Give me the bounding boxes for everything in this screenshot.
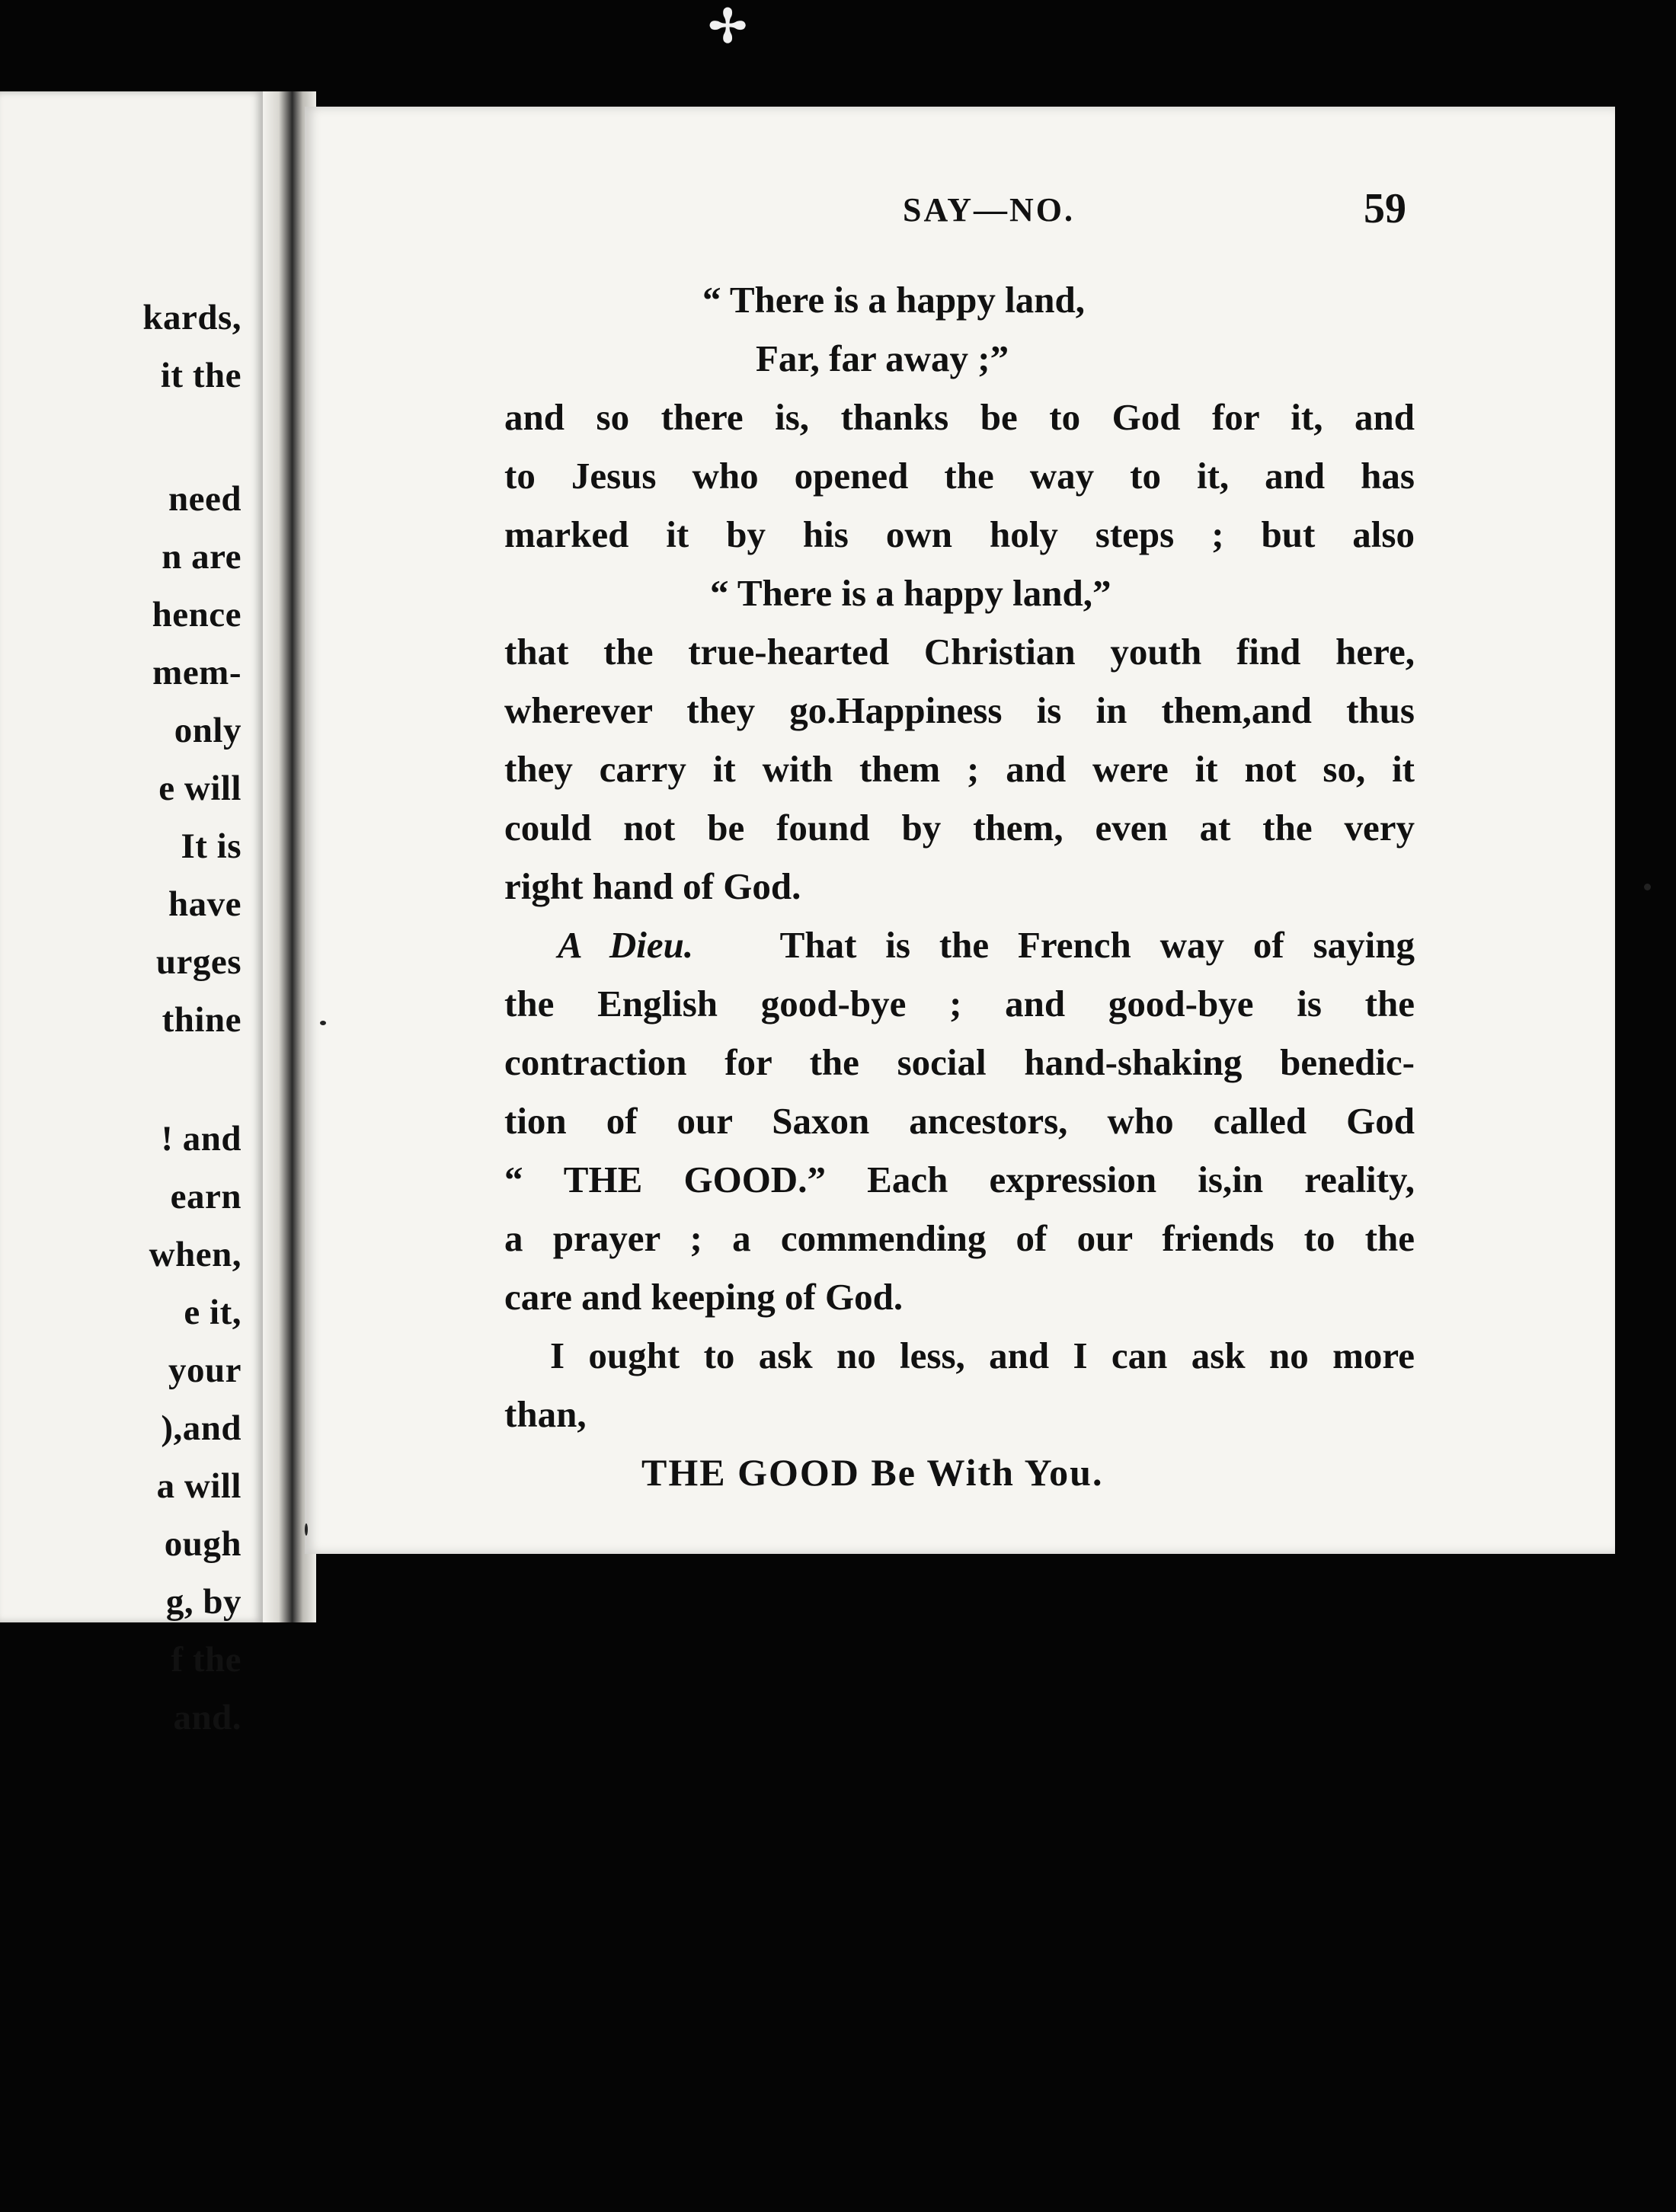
text-line: a prayer ; a commending of our friends to the [504,1217,1415,1259]
text-line: marked it by his own holy steps ; but also [504,513,1415,555]
left-line: n are [162,537,241,577]
verse-line: “ There is a happy land,” [710,572,1111,614]
left-line: e will [158,769,241,808]
text-line: care and keeping of God. [504,1276,904,1318]
left-line: a will [156,1466,241,1506]
text-line: they carry it with them ; and were it not so, it [504,748,1415,790]
verse-line: “ There is a happy land, [702,279,1085,321]
left-line: when, [149,1235,241,1274]
text-fragment: That is the French way of saying [779,924,1415,966]
left-line: kards, [142,298,241,337]
text-line: I ought to ask no less, and I can ask no more [550,1335,1415,1376]
text-line: could not be found by them, even at the very [504,807,1415,849]
left-line: your [168,1351,241,1390]
left-line: and. [173,1698,241,1737]
text-line: than, [504,1393,587,1435]
left-line: ),and [161,1408,241,1448]
left-line: it the [160,356,241,395]
left-line: earn [170,1177,241,1216]
left-line: e it, [184,1293,241,1332]
left-line: mem- [152,653,241,692]
text-line: to Jesus who opened the way to it, and has [504,455,1415,497]
text-line: the English good-bye ; and good-bye is the [504,983,1415,1024]
left-line: ough [164,1524,241,1564]
text-line: tion of our Saxon ancestors, who called God [504,1100,1415,1142]
adieu-phrase: A Dieu. [558,924,694,966]
body-text [504,270,1415,1502]
running-title: SAY—NO. [903,191,1075,229]
text-line: “ THE GOOD.” Each expression is,in reality, [504,1159,1415,1200]
text-line: contraction for the social hand-shaking benedic- [504,1041,1415,1083]
left-line: have [168,884,241,924]
closing-line: THE GOOD Be With You. [641,1451,1104,1494]
verse-line: Far, far away ;” [756,337,1009,379]
left-line: only [174,711,241,750]
left-line: It is [181,826,241,866]
speck [1644,884,1651,890]
speck [305,1523,308,1536]
left-line: thine [162,1000,241,1040]
left-line: g, by [165,1582,241,1622]
running-head [305,185,1615,236]
left-line: ! and [161,1119,241,1159]
text-line: right hand of God. [504,865,801,907]
left-line: f the [171,1640,241,1680]
left-line: urges [155,942,241,982]
book-page [305,107,1615,1554]
page-number: 59 [1364,185,1406,232]
left-line: hence [152,595,241,635]
top-tape-mark: ✢ [708,2,747,52]
speck [320,1021,326,1025]
left-page-fragment [0,91,263,1737]
text-line: wherever they go.Happiness is in them,and thus [504,689,1415,731]
left-line: need [168,479,241,519]
text-line: and so there is, thanks be to God for it, and [504,396,1415,438]
text-line: that the true-hearted Christian youth find here, [504,631,1415,673]
text-line [504,916,1415,974]
